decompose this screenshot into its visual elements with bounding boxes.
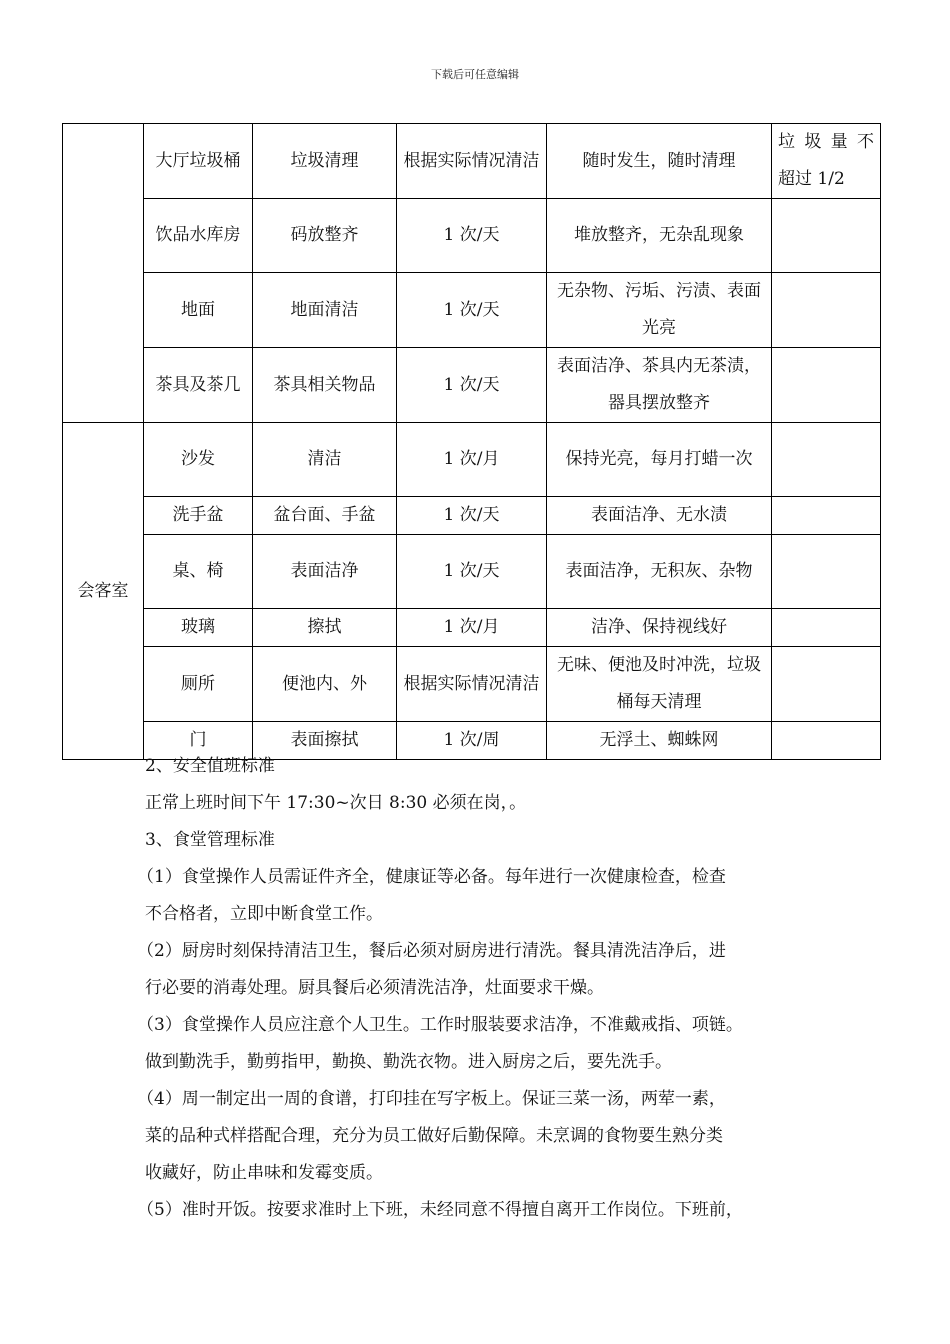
table-cell-frequency: 1 次/月 xyxy=(397,423,547,497)
table-cell-frequency: 1 次/天 xyxy=(397,273,547,348)
table-cell-item: 饮品水库房 xyxy=(144,199,253,273)
table-cell-content: 表面擦拭 xyxy=(253,722,397,760)
table-cell-frequency: 1 次/天 xyxy=(397,497,547,535)
table-cell-frequency: 根据实际情况清洁 xyxy=(397,124,547,199)
table-cell-item: 地面 xyxy=(144,273,253,348)
body-line: （1）食堂操作人员需证件齐全，健康证等必备。每年进行一次健康检查，检查 xyxy=(137,867,726,887)
table-cell-content: 地面清洁 xyxy=(253,273,397,348)
table-cell-item: 门 xyxy=(144,722,253,760)
table-cell-standard: 无浮土、蜘蛛网 xyxy=(547,722,772,760)
page-header: 下载后可任意编辑 xyxy=(431,68,519,81)
table-cell-frequency: 1 次/月 xyxy=(397,609,547,647)
body-line: （5）准时开饭。按要求准时上下班，未经同意不得擅自离开工作岗位。下班前， xyxy=(137,1200,743,1220)
table-cell-note xyxy=(772,497,881,535)
body-line: （2）厨房时刻保持清洁卫生，餐后必须对厨房进行清洗。餐具清洗洁净后，进 xyxy=(137,941,726,961)
table-cell-standard: 无味、便池及时冲洗，垃圾桶每天清理 xyxy=(547,647,772,722)
table-cell-content: 擦拭 xyxy=(253,609,397,647)
table-row xyxy=(63,423,881,497)
table-row xyxy=(63,609,881,647)
body-line: 行必要的消毒处理。厨具餐后必须清洗洁净，灶面要求干燥。 xyxy=(145,978,604,998)
table-row xyxy=(63,497,881,535)
body-line: 做到勤洗手，勤剪指甲，勤换、勤洗衣物。进入厨房之后，要先洗手。 xyxy=(145,1052,672,1072)
table-cell-standard: 保持光亮，每月打蜡一次 xyxy=(547,423,772,497)
table-row xyxy=(63,273,881,348)
table-row xyxy=(63,124,881,199)
table-cell-item: 桌、椅 xyxy=(144,535,253,609)
table-cell-content: 茶具相关物品 xyxy=(253,348,397,423)
table-cell-standard: 随时发生，随时清理 xyxy=(547,124,772,199)
table-cell-note xyxy=(772,199,881,273)
table-row xyxy=(63,348,881,423)
table-cell-item: 玻璃 xyxy=(144,609,253,647)
table-cell-item: 沙发 xyxy=(144,423,253,497)
table-cell-frequency: 1 次/周 xyxy=(397,722,547,760)
table-cell-frequency: 根据实际情况清洁 xyxy=(397,647,547,722)
table-cell-note xyxy=(772,535,881,609)
table-cell-frequency: 1 次/天 xyxy=(397,535,547,609)
table-cell-standard: 表面洁净，无积灰、杂物 xyxy=(547,535,772,609)
table-cell-content: 盆台面、手盆 xyxy=(253,497,397,535)
table-cell-standard: 洁净、保持视线好 xyxy=(547,609,772,647)
table-cell-content: 垃圾清理 xyxy=(253,124,397,199)
table-cell-note xyxy=(772,647,881,722)
table-cell-content: 码放整齐 xyxy=(253,199,397,273)
body-line: （3）食堂操作人员应注意个人卫生。工作时服装要求洁净，不准戴戒指、项链。 xyxy=(137,1015,743,1035)
table-cell-content: 清洁 xyxy=(253,423,397,497)
table-cell-standard: 无杂物、污垢、污渍、表面光亮 xyxy=(547,273,772,348)
table-cell-note xyxy=(772,348,881,423)
table-row xyxy=(63,647,881,722)
table-cell-note: 垃 圾 量 不 超过 1/2 xyxy=(772,124,881,199)
body-text xyxy=(137,748,835,1229)
body-line: 2、安全值班标准 xyxy=(145,756,275,776)
table-cell-content: 表面洁净 xyxy=(253,535,397,609)
table-cell-standard: 表面洁净、无水渍 xyxy=(547,497,772,535)
table-cell-area: 会客室 xyxy=(63,423,144,760)
table-row xyxy=(63,199,881,273)
table-cell-area xyxy=(63,124,144,423)
body-line: 正常上班时间下午 17:30~次日 8:30 必须在岗，。 xyxy=(145,793,527,813)
body-line: 收藏好，防止串味和发霉变质。 xyxy=(145,1163,383,1183)
table-row xyxy=(63,535,881,609)
body-line: 3、食堂管理标准 xyxy=(145,830,275,850)
table-cell-standard: 堆放整齐，无杂乱现象 xyxy=(547,199,772,273)
table-cell-frequency: 1 次/天 xyxy=(397,348,547,423)
body-line: （4）周一制定出一周的食谱，打印挂在写字板上。保证三菜一汤，两荤一素， xyxy=(137,1089,726,1109)
table-cell-item: 大厅垃圾桶 xyxy=(144,124,253,199)
cleaning-standard-table xyxy=(62,123,881,760)
table-cell-note xyxy=(772,423,881,497)
table-cell-item: 茶具及茶几 xyxy=(144,348,253,423)
table-cell-note xyxy=(772,273,881,348)
table-cell-frequency: 1 次/天 xyxy=(397,199,547,273)
body-line: 菜的品种式样搭配合理，充分为员工做好后勤保障。未烹调的食物要生熟分类 xyxy=(145,1126,723,1146)
table-cell-item: 洗手盆 xyxy=(144,497,253,535)
body-line: 不合格者，立即中断食堂工作。 xyxy=(145,904,383,924)
table-cell-standard: 表面洁净、茶具内无茶渍，器具摆放整齐 xyxy=(547,348,772,423)
table-cell-content: 便池内、外 xyxy=(253,647,397,722)
table-cell-note xyxy=(772,609,881,647)
table-cell-item: 厕所 xyxy=(144,647,253,722)
